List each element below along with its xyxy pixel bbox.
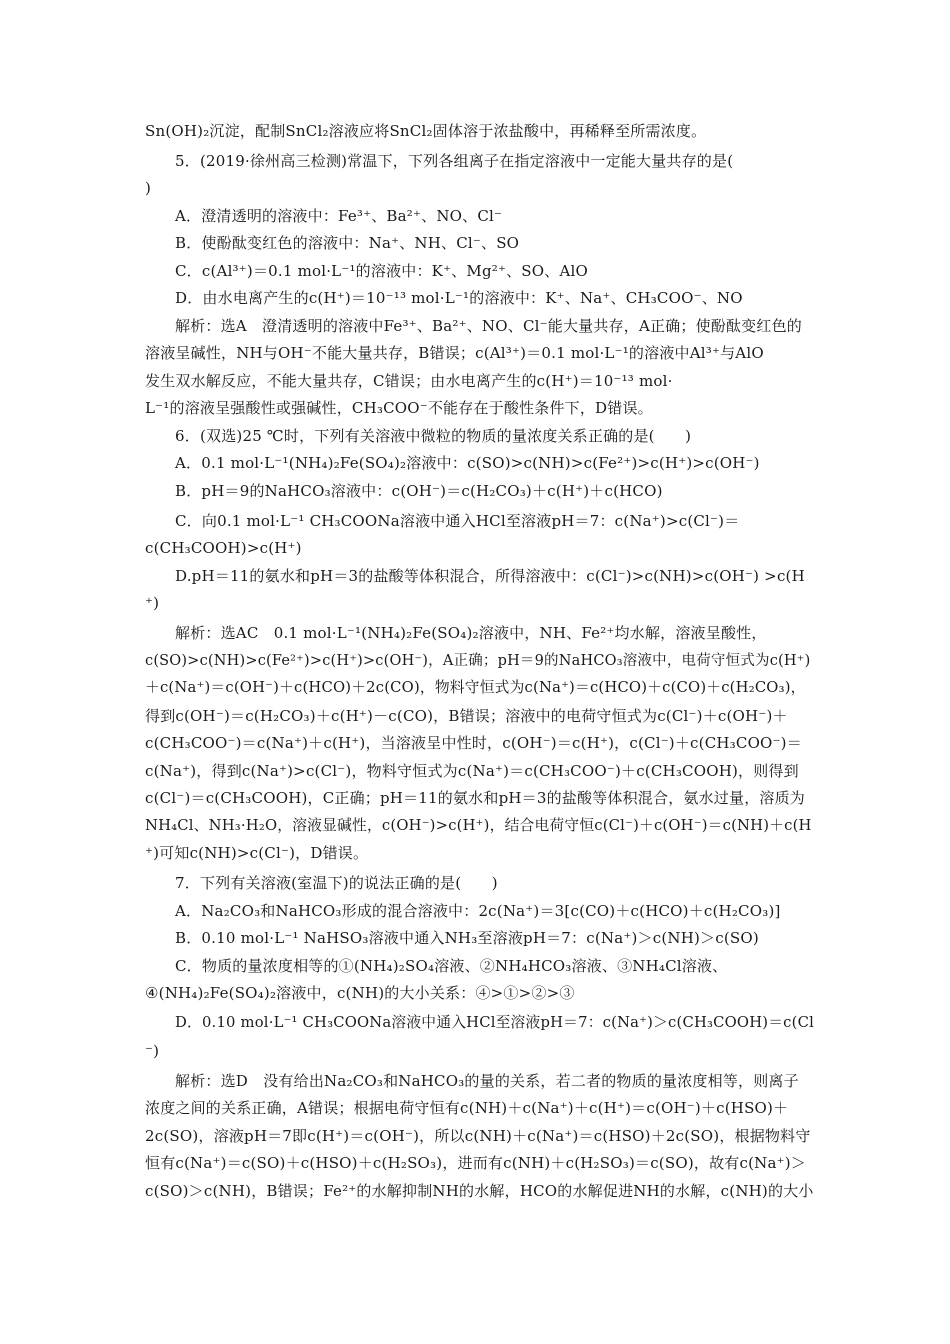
- analysis-line: ⁺)可知c(NH)>c(Cl⁻)，D错误。: [145, 844, 369, 862]
- option-c: C．物质的量浓度相等的①(NH₄)₂SO₄溶液、②NH₄HCO₃溶液、③NH₄Cl溶液、: [175, 957, 728, 975]
- text-line: c(CH₃COOH)>c(H⁺): [145, 539, 302, 557]
- analysis-line: ＋c(Na⁺)＝c(OH⁻)＋c(HCO)＋2c(CO)，物料守恒式为c(Na⁺)＝c(HCO)＋c(CO)＋c(H₂CO₃)，: [145, 679, 806, 696]
- analysis-line: 得到c(OH⁻)＝c(H₂CO₃)＋c(H⁺)－c(CO)，B错误；溶液中的电荷守恒式为c(Cl⁻)＋c(OH⁻)＋: [145, 707, 788, 725]
- analysis-line: 解析：选AC 0.1 mol·L⁻¹(NH₄)₂Fe(SO₄)₂溶液中，NH、Fe²⁺均水解，溶液呈酸性，: [175, 624, 767, 642]
- analysis-line: 解析：选D 没有给出Na₂CO₃和NaHCO₃的量的关系，若二者的物质的量浓度相等，则离子: [175, 1072, 799, 1090]
- question-7-stem: 7．下列有关溶液(室温下)的说法正确的是( ): [175, 874, 498, 892]
- analysis-line: c(SO)＞c(NH)，B错误；Fe²⁺的水解抑制NH的水解，HCO的水解促进NH的水解，c(NH)的大小: [145, 1182, 814, 1200]
- option-a: A．Na₂CO₃和NaHCO₃形成的混合溶液中：2c(Na⁺)＝3[c(CO)＋c(HCO)＋c(H₂CO₃)]: [175, 902, 781, 920]
- option-a: A．0.1 mol·L⁻¹(NH₄)₂Fe(SO₄)₂溶液中：c(SO)>c(NH)>c(Fe²⁺)>c(H⁺)>c(OH⁻): [175, 454, 760, 472]
- option-d: D．由水电离产生的c(H⁺)＝10⁻¹³ mol·L⁻¹的溶液中：K⁺、Na⁺、CH₃COO⁻、NO: [175, 289, 743, 307]
- analysis-line: c(Cl⁻)＝c(CH₃COOH)，C正确；pH＝11的氨水和pH＝3的盐酸等体积混合，氨水过量，溶质为: [145, 789, 806, 807]
- question-5-stem: 5．(2019·徐州高三检测)常温下，下列各组离子在指定溶液中一定能大量共存的是(: [175, 152, 734, 170]
- option-b: B．0.10 mol·L⁻¹ NaHSO₃溶液中通入NH₃至溶液pH＝7：c(Na⁺)＞c(NH)＞c(SO): [175, 929, 759, 947]
- option-b: B．使酚酞变红色的溶液中：Na⁺、NH、Cl⁻、SO: [175, 234, 520, 252]
- option-d: D.pH＝11的氨水和pH＝3的盐酸等体积混合，所得溶液中：c(Cl⁻)>c(NH)>c(OH⁻) >c(H: [175, 567, 805, 585]
- option-d: D．0.10 mol·L⁻¹ CH₃COONa溶液中通入HCl至溶液pH＝7：c(Na⁺)＞c(CH₃COOH)＝c(Cl: [175, 1014, 814, 1031]
- text-line: ⁺): [145, 594, 160, 612]
- analysis-line: c(Na⁺)，得到c(Na⁺)>c(Cl⁻)，物料守恒式为c(Na⁺)＝c(CH₃COO⁻)＋c(CH₃COOH)，则得到: [145, 762, 799, 780]
- analysis-line: 2c(SO)，溶液pH＝7即c(H⁺)＝c(OH⁻)，所以c(NH)＋c(Na⁺)＝c(HSO)＋2c(SO)，根据物料守: [145, 1127, 811, 1145]
- text-line: ④(NH₄)₂Fe(SO₄)₂溶液中，c(NH)的大小关系：④>①>②>③: [145, 984, 575, 1002]
- question-6-stem: 6．(双选)25 ℃时，下列有关溶液中微粒的物质的量浓度关系正确的是( ): [175, 427, 692, 445]
- analysis-line: 发生双水解反应，不能大量共存，C错误；由水电离产生的c(H⁺)＝10⁻¹³ mol·: [145, 372, 673, 390]
- text-line: ⁻): [145, 1042, 160, 1060]
- analysis-line: 恒有c(Na⁺)＝c(SO)＋c(HSO)＋c(H₂SO₃)，进而有c(NH)＋c(H₂SO₃)＝c(SO)，故有c(Na⁺)＞: [145, 1154, 806, 1172]
- text-line: Sn(OH)₂沉淀，配制SnCl₂溶液应将SnCl₂固体溶于浓盐酸中，再稀释至所需浓度。: [145, 122, 707, 140]
- option-c: C．向0.1 mol·L⁻¹ CH₃COONa溶液中通入HCl至溶液pH＝7：c(Na⁺)>c(Cl⁻)＝: [175, 512, 740, 530]
- analysis-line: c(SO)>c(NH)>c(Fe²⁺)>c(H⁺)>c(OH⁻)，A正确；pH＝9的NaHCO₃溶液中，电荷守恒式为c(H⁺): [145, 653, 811, 669]
- analysis-line: 解析：选A 澄清透明的溶液中Fe³⁺、Ba²⁺、NO、Cl⁻能大量共存，A正确；使酚酞变红色的: [175, 317, 802, 335]
- analysis-line: c(CH₃COO⁻)＝c(Na⁺)＋c(H⁺)，当溶液呈中性时，c(OH⁻)＝c(H⁺)，c(Cl⁻)＋c(CH₃COO⁻)＝: [145, 734, 802, 752]
- option-a: A．澄清透明的溶液中：Fe³⁺、Ba²⁺、NO、Cl⁻: [175, 207, 503, 225]
- option-b: B．pH＝9的NaHCO₃溶液中：c(OH⁻)＝c(H₂CO₃)＋c(H⁺)＋c(HCO): [175, 482, 663, 500]
- text-line: ): [145, 179, 152, 197]
- analysis-line: 浓度之间的关系正确，A错误；根据电荷守恒有c(NH)＋c(Na⁺)＋c(H⁺)＝c(OH⁻)＋c(HSO)＋: [145, 1099, 789, 1117]
- option-c: C．c(Al³⁺)＝0.1 mol·L⁻¹的溶液中：K⁺、Mg²⁺、SO、AlO: [175, 262, 588, 280]
- analysis-line: 溶液呈碱性，NH与OH⁻不能大量共存，B错误；c(Al³⁺)＝0.1 mol·L⁻¹的溶液中Al³⁺与AlO: [145, 344, 764, 362]
- analysis-line: L⁻¹的溶液呈强酸性或强碱性，CH₃COO⁻不能存在于酸性条件下，D错误。: [145, 399, 653, 417]
- analysis-line: NH₄Cl、NH₃·H₂O，溶液显碱性，c(OH⁻)>c(H⁺)，结合电荷守恒c(Cl⁻)＋c(OH⁻)＝c(NH)＋c(H: [145, 817, 812, 834]
